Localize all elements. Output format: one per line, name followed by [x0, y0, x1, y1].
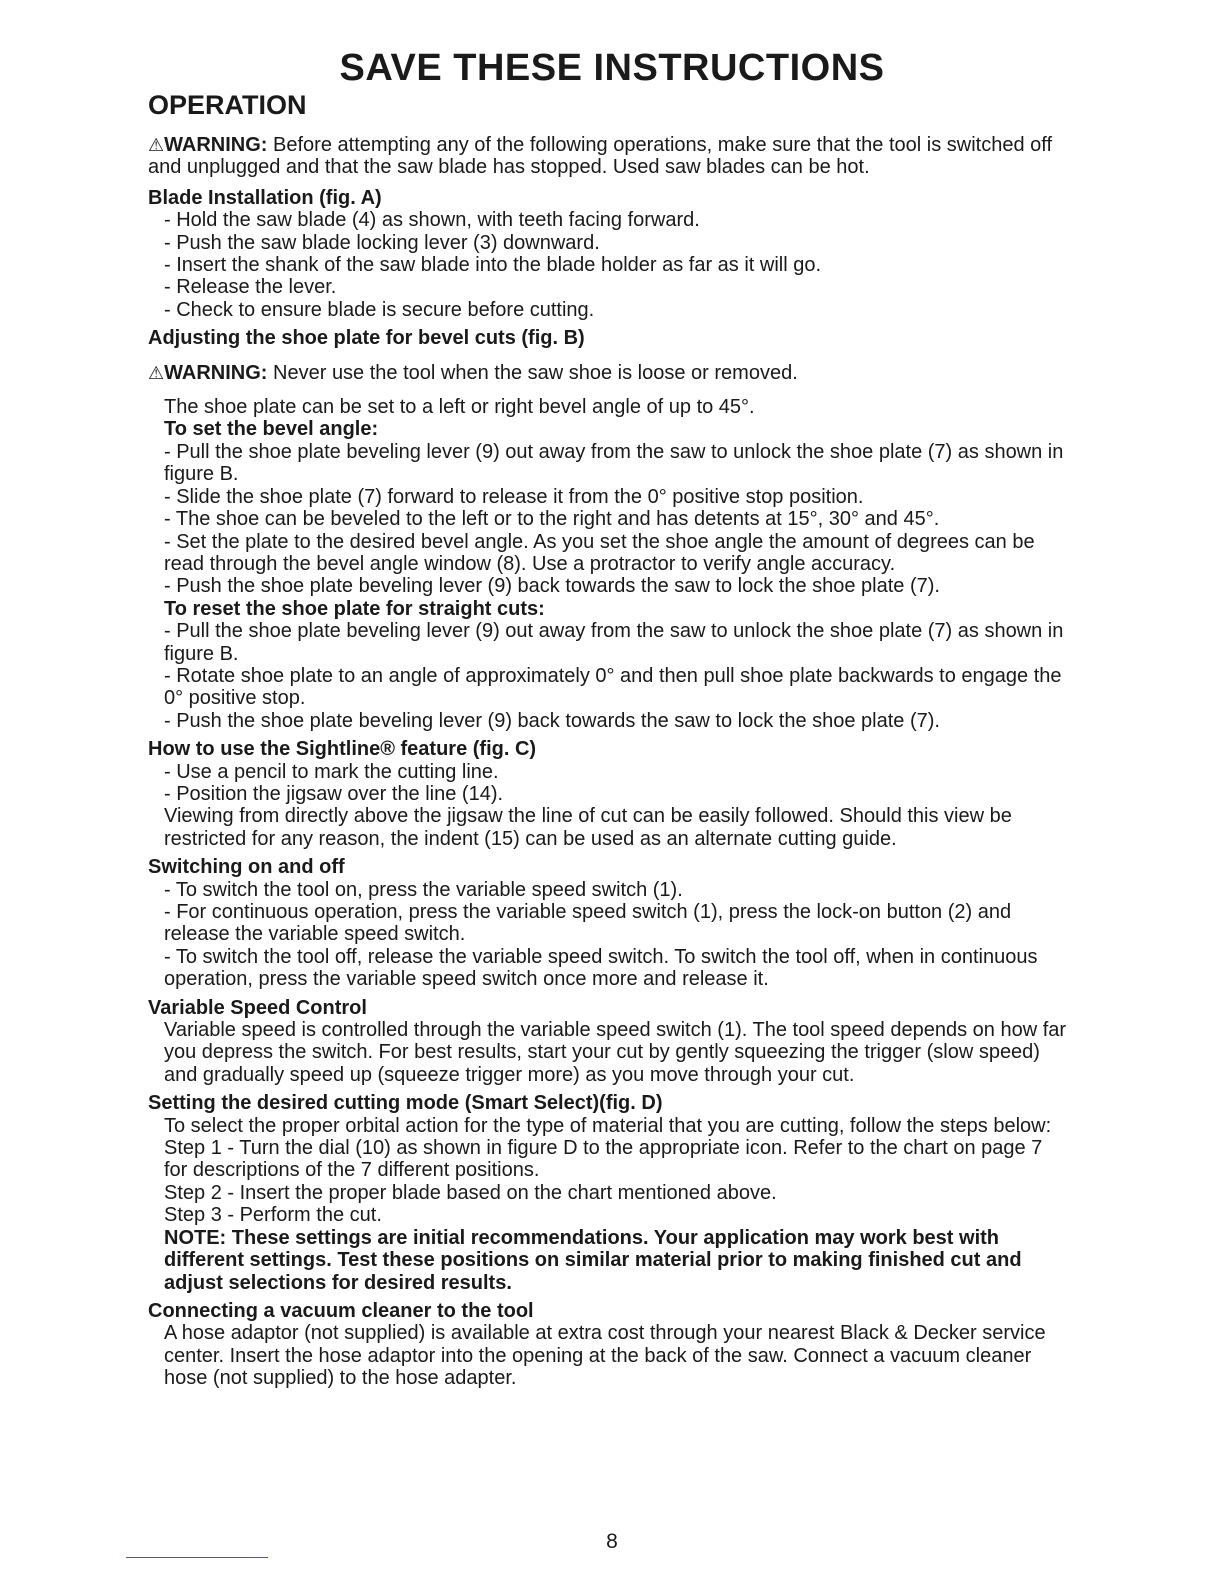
list-item: - Slide the shoe plate (7) forward to release it from the 0° positive stop position.: [164, 485, 864, 508]
warning-block: [148, 134, 1068, 179]
sightline-heading: How to use the Sightline® feature (fig. C): [148, 738, 537, 761]
list-item: - Set the plate to the desired bevel angle. As you set the shoe angle the amount of degrees can be read through the bevel angle window (8). Use a protractor to verify angle accuracy.: [164, 530, 1035, 575]
set-bevel-subheading: To set the bevel angle:: [164, 418, 379, 441]
list-item: - Use a pencil to mark the cutting line.: [164, 760, 499, 783]
list-item: Step 1 - Turn the dial (10) as shown in figure D to the appropriate icon. Refer to the chart on page 7 for descriptions of the 7 different positions.: [164, 1137, 1043, 1182]
mode-intro: To select the proper orbital action for the type of material that you are cutting, follow the steps below:: [164, 1114, 1052, 1137]
list-item: Step 3 - Perform the cut.: [164, 1204, 382, 1227]
list-item: Step 2 - Insert the proper blade based on the chart mentioned above.: [164, 1181, 777, 1204]
reset-shoe-subheading: To reset the shoe plate for straight cuts:: [164, 597, 545, 620]
warning-label: ⚠WARNING:: [148, 134, 268, 156]
section-heading: OPERATION: [148, 90, 307, 120]
list-item: - Hold the saw blade (4) as shown, with teeth facing forward.: [164, 209, 700, 232]
speed-heading: Variable Speed Control: [148, 996, 367, 1019]
list-item: - Push the shoe plate beveling lever (9) back towards the saw to lock the shoe plate (7).: [164, 709, 940, 732]
mode-note: NOTE: These settings are initial recommendations. Your application may work best with different settings. Test these positions on similar material prior to making finished cut and adjust selections for desired results.: [164, 1226, 1022, 1294]
switching-heading: Switching on and off: [148, 856, 345, 879]
mode-heading: Setting the desired cutting mode (Smart Select)(fig. D): [148, 1092, 663, 1115]
list-item: - Position the jigsaw over the line (14).: [164, 782, 504, 805]
warning-triangle-icon: ⚠: [148, 362, 165, 383]
list-item: - Pull the shoe plate beveling lever (9) out away from the saw to unlock the shoe plate (7) as shown in figure B.: [164, 440, 1064, 486]
list-item: - For continuous operation, press the variable speed switch (1), press the lock-on button (2) and release the variable speed switch.: [164, 901, 1012, 946]
list-item: - Check to ensure blade is secure before cutting.: [164, 298, 595, 321]
sightline-text: Viewing from directly above the jigsaw the line of cut can be easily followed. Should this view be restricted for any reason, the indent (15) can be used as an alternate cutting guide.: [164, 805, 1012, 850]
list-item: - To switch the tool off, release the variable speed switch. To switch the tool off, when in continuous operation, press the variable speed switch once more and release it.: [164, 945, 1038, 991]
warning-text: Never use the tool when the saw shoe is loose or removed.: [273, 361, 798, 384]
list-item: - Insert the shank of the saw blade into the blade holder as far as it will go.: [164, 254, 822, 277]
page-number: 8: [606, 1530, 618, 1553]
bevel-intro: The shoe plate can be set to a left or right bevel angle of up to 45°.: [164, 396, 755, 419]
bevel-warning: [148, 362, 1068, 384]
list-item: - Push the shoe plate beveling lever (9) back towards the saw to lock the shoe plate (7).: [164, 575, 940, 598]
warning-label: ⚠WARNING:: [148, 361, 268, 384]
bevel-heading: Adjusting the shoe plate for bevel cuts (fig. B): [148, 327, 585, 350]
warning-text: Before attempting any of the following operations, make sure that the tool is switched off and unplugged and that the saw blade has stopped. Used saw blades can be hot.: [148, 134, 1052, 179]
list-item: - Push the saw blade locking lever (3) downward.: [164, 231, 600, 254]
vacuum-heading: Connecting a vacuum cleaner to the tool: [148, 1299, 534, 1322]
list-item: - Release the lever.: [164, 276, 337, 299]
list-item: - Pull the shoe plate beveling lever (9) out away from the saw to unlock the shoe plate (7) as shown in figure B.: [164, 620, 1064, 665]
speed-text: Variable speed is controlled through the variable speed switch (1). The tool speed depends on how far you depress the switch. For best results, start your cut by gently squeezing the trigger (slow speed) and gradually speed up (squeeze trigger more) as you move through your cut.: [164, 1019, 1067, 1086]
page-title: SAVE THESE INSTRUCTIONS: [339, 47, 885, 89]
page-body: [148, 134, 1068, 1390]
vacuum-text: A hose adaptor (not supplied) is available at extra cost through your nearest Black & Decker service center. Insert the hose adaptor into the opening at the back of the saw. Connect a vacuum cleaner hose (not supplied) to the hose adapter.: [164, 1322, 1046, 1390]
list-item: - To switch the tool on, press the variable speed switch (1).: [164, 878, 683, 901]
footer-rule: [126, 1557, 268, 1558]
warning-triangle-icon: ⚠: [148, 135, 165, 155]
list-item: - The shoe can be beveled to the left or to the right and has detents at 15°, 30° and 45°.: [164, 508, 940, 531]
list-item: - Rotate shoe plate to an angle of approximately 0° and then pull shoe plate backwards to engage the 0° positive stop.: [164, 664, 1062, 710]
blade-installation-heading: Blade Installation (fig. A): [148, 186, 382, 209]
